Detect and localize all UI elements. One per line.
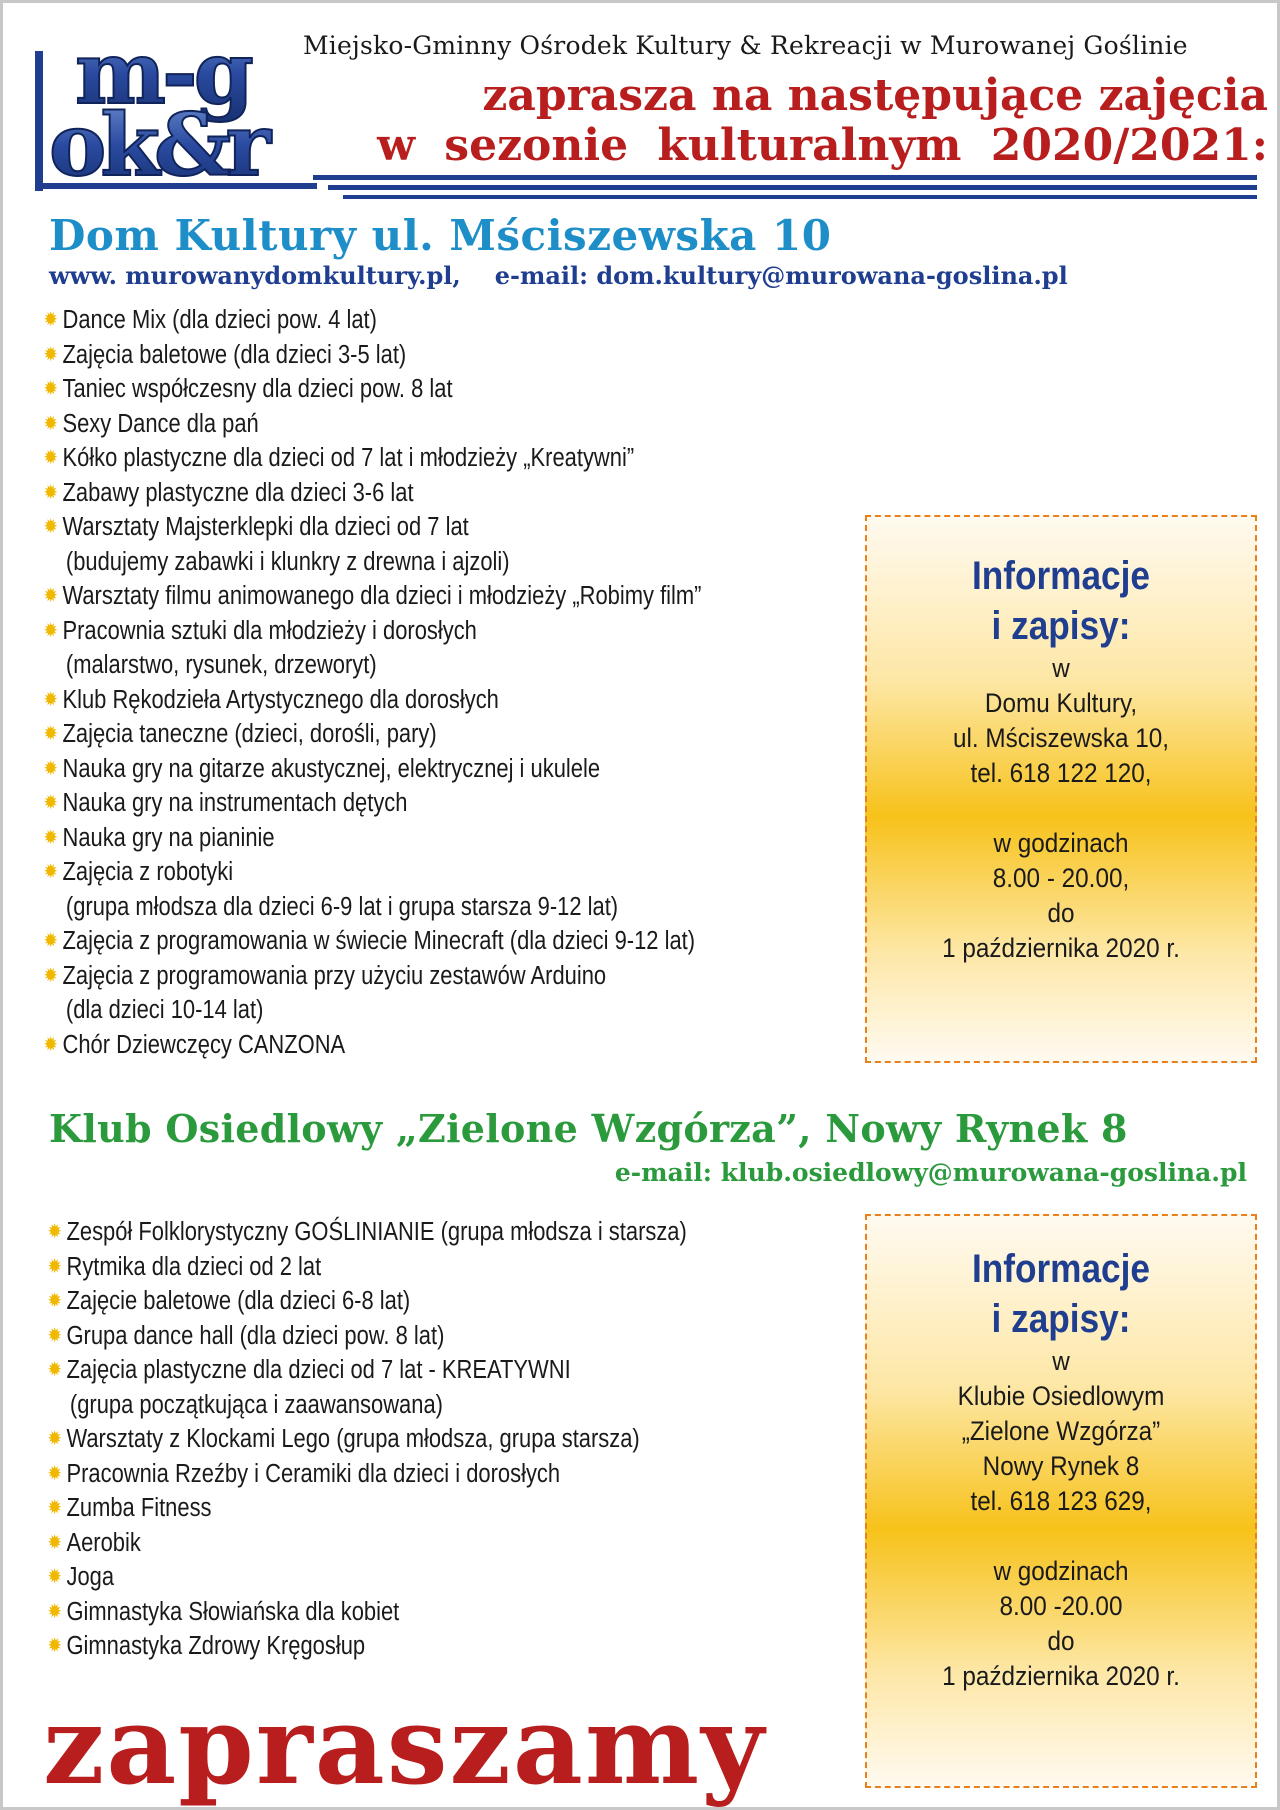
activity-label: Sexy Dance dla pań — [62, 409, 259, 438]
email-link[interactable]: e-mail: dom.kultury@murowana-goslina.pl — [494, 261, 1068, 290]
activity-text — [66, 1250, 321, 1285]
activity-item — [47, 1526, 687, 1561]
star-icon: ✹ — [43, 826, 58, 849]
activity-item — [43, 786, 701, 821]
activity-text — [62, 338, 406, 373]
organization-name: Miejsko-Gminny Ośrodek Kultury & Rekreacji w Murowanej Goślinie — [303, 31, 1188, 60]
activity-text — [62, 510, 509, 579]
activity-item — [47, 1457, 687, 1492]
activity-item — [43, 441, 701, 476]
info-box-title-line-1: Informacje — [971, 554, 1151, 598]
activity-text — [62, 407, 258, 442]
activity-label: Aerobik — [66, 1528, 141, 1557]
section-2-email-link[interactable]: e-mail: klub.osiedlowy@murowana-goslina.pl — [614, 1158, 1247, 1187]
activity-label: Warsztaty filmu animowanego dla dzieci i młodzieży „Robimy film” — [62, 582, 702, 610]
activity-text — [62, 614, 476, 683]
logo-top-text: m-g — [75, 23, 250, 124]
star-icon: ✹ — [43, 516, 58, 538]
info-line: Klubie Osiedlowym — [957, 1381, 1165, 1411]
activity-label: Zajęcia z programowania w świecie Minecraft (dla dzieci 9-12 lat) — [62, 927, 696, 955]
header-stripe-1 — [313, 175, 1257, 180]
activity-label: Nauka gry na instrumentach dętych — [62, 789, 408, 817]
activity-text — [66, 1595, 399, 1630]
star-icon: ✹ — [43, 723, 58, 745]
activity-label: Nauka gry na gitarze akustycznej, elektrycznej i ukulele — [62, 754, 601, 783]
activity-label: Klub Rękodzieła Artystycznego dla dorosłych — [62, 685, 499, 714]
star-icon: ✹ — [43, 378, 58, 400]
activity-item — [47, 1629, 687, 1664]
info-line: „Zielone Wzgórza” — [961, 1416, 1161, 1446]
activity-label: Zajęcia taneczne (dzieci, dorośli, pary) — [62, 720, 437, 748]
info-line: Domu Kultury, — [984, 688, 1138, 718]
info-line: tel. 618 122 120, — [970, 758, 1152, 788]
activity-details: (grupa początkująca i zaawansowana) — [69, 1390, 443, 1419]
activity-text — [66, 1353, 570, 1422]
activity-label: Pracownia Rzeźby i Ceramiki dla dzieci i dorosłych — [66, 1459, 561, 1488]
activity-text — [62, 959, 606, 1028]
activity-text — [66, 1457, 560, 1492]
star-icon: ✹ — [43, 309, 58, 331]
header-title-line-1: zaprasza na następujące zajęcia — [482, 70, 1268, 121]
activity-item — [47, 1422, 687, 1457]
header-stripe-2 — [328, 185, 1257, 190]
activity-item — [43, 372, 701, 407]
activity-text — [66, 1215, 686, 1250]
section-2-info-box — [865, 1214, 1257, 1788]
star-icon: ✹ — [47, 1290, 62, 1312]
activity-label: Kółko plastyczne dla dzieci od 7 lat i młodzieży „Kreatywni” — [62, 444, 635, 472]
closing-invitation: zapraszamy — [43, 1683, 766, 1809]
activity-label: Gimnastyka Zdrowy Kręgosłup — [66, 1632, 366, 1660]
info-line: do — [1047, 1626, 1075, 1656]
activity-item — [43, 855, 701, 924]
activity-label: Warsztaty z Klockami Lego (grupa młodsza, grupa starsza) — [66, 1425, 640, 1453]
activity-item — [43, 510, 701, 579]
activity-item — [43, 959, 701, 1028]
star-icon: ✹ — [47, 1635, 62, 1657]
activity-label: Taniec współczesny dla dzieci pow. 8 lat — [62, 375, 453, 403]
section-1-title: Dom Kultury ul. Mściszewska 10 — [49, 211, 832, 260]
info-box-title-line-2: i zapisy: — [991, 1297, 1131, 1341]
activity-item — [43, 752, 701, 787]
activity-text — [62, 717, 436, 752]
star-icon: ✹ — [47, 1462, 62, 1485]
activity-item — [47, 1284, 687, 1319]
info-box-body — [886, 1344, 1235, 1694]
activity-item — [47, 1250, 687, 1285]
activity-details: (grupa młodsza dla dzieci 6-9 lat i grupa starsza 9-12 lat) — [65, 892, 619, 921]
activity-item — [43, 1028, 701, 1063]
activity-text — [62, 683, 498, 718]
activity-text — [62, 441, 634, 476]
star-icon: ✹ — [47, 1600, 62, 1623]
section-2-activity-list — [47, 1215, 687, 1664]
activity-details: (budujemy zabawki i klunkry z drewna i ajzoli) — [65, 547, 510, 576]
info-line: tel. 618 123 629, — [970, 1486, 1152, 1516]
star-icon: ✹ — [43, 447, 58, 469]
activity-label: Chór Dziewczęcy CANZONA — [62, 1030, 346, 1059]
star-icon: ✹ — [43, 792, 58, 814]
activity-label: Rytmika dla dzieci od 2 lat — [66, 1252, 322, 1281]
header-stripe-3 — [343, 195, 1257, 199]
activity-item — [43, 338, 701, 373]
activity-item — [47, 1560, 687, 1595]
activity-label: Warsztaty Majsterklepki dla dzieci od 7 lat — [62, 513, 469, 541]
activity-text — [66, 1560, 114, 1595]
star-icon: ✹ — [43, 861, 58, 883]
info-line — [886, 791, 1235, 826]
activity-item — [47, 1353, 687, 1422]
activity-text — [66, 1526, 140, 1561]
star-icon: ✹ — [43, 688, 58, 711]
activity-item — [43, 683, 701, 718]
star-icon: ✹ — [47, 1255, 62, 1278]
activity-label: Joga — [66, 1563, 115, 1591]
activity-item — [47, 1491, 687, 1526]
star-icon: ✹ — [47, 1497, 62, 1519]
activity-text — [62, 476, 413, 511]
info-line: 1 października 2020 r. — [942, 1661, 1180, 1691]
activity-details: (dla dzieci 10-14 lat) — [65, 996, 264, 1024]
activity-label: Zabawy plastyczne dla dzieci 3-6 lat — [62, 478, 414, 507]
star-icon: ✹ — [47, 1428, 62, 1450]
info-box-title-line-1: Informacje — [971, 1247, 1151, 1291]
star-icon: ✹ — [47, 1359, 62, 1381]
website-link[interactable]: www. murowanydomkultury.pl, — [49, 261, 461, 290]
star-icon: ✹ — [43, 930, 58, 952]
activity-item — [43, 407, 701, 442]
star-icon: ✹ — [47, 1531, 62, 1554]
info-line: w godzinach — [993, 1556, 1129, 1586]
activity-text — [66, 1629, 365, 1664]
info-line: do — [1047, 898, 1075, 928]
star-icon: ✹ — [43, 757, 58, 780]
section-1-info-box — [865, 515, 1257, 1063]
activity-label: Grupa dance hall (dla dzieci pow. 8 lat) — [66, 1321, 445, 1350]
star-icon: ✹ — [43, 619, 58, 642]
info-line: w — [1052, 1346, 1070, 1376]
activity-text — [66, 1319, 444, 1354]
header-title-line-2: w sezonie kulturalnym 2020/2021: — [377, 120, 1268, 171]
info-line: w godzinach — [993, 828, 1129, 858]
info-line: Nowy Rynek 8 — [982, 1451, 1140, 1481]
info-line: 8.00 - 20.00, — [992, 863, 1130, 893]
star-icon: ✹ — [43, 343, 58, 366]
activity-item — [43, 717, 701, 752]
activity-text — [66, 1491, 211, 1526]
activity-label: Zajęcia z robotyki — [62, 858, 234, 886]
activity-text — [62, 752, 600, 787]
star-icon: ✹ — [43, 481, 58, 504]
activity-details: (malarstwo, rysunek, drzeworyt) — [65, 651, 377, 679]
activity-label: Zajęcie baletowe (dla dzieci 6-8 lat) — [66, 1287, 411, 1315]
logo-bottom-text: ok&r — [49, 95, 265, 193]
info-line: 8.00 -20.00 — [999, 1591, 1123, 1621]
info-line — [886, 1519, 1235, 1554]
activity-text — [62, 786, 407, 821]
activity-text — [62, 924, 695, 959]
activity-label: Pracownia sztuki dla młodzieży i dorosłych — [62, 616, 477, 645]
activity-item — [43, 303, 701, 338]
activity-item — [47, 1215, 687, 1250]
activity-text — [62, 579, 701, 614]
star-icon: ✹ — [43, 964, 58, 987]
activity-label: Zajęcia plastyczne dla dzieci od 7 lat - KREATYWNI — [66, 1356, 571, 1384]
activity-item — [47, 1319, 687, 1354]
star-icon: ✹ — [47, 1221, 62, 1243]
star-icon: ✹ — [47, 1324, 62, 1347]
section-1-activity-list — [43, 303, 702, 1062]
activity-text — [62, 855, 618, 924]
activity-text — [62, 372, 452, 407]
header-title — [333, 71, 1268, 171]
activity-item — [43, 821, 701, 856]
star-icon: ✹ — [43, 585, 58, 607]
activity-text — [66, 1284, 410, 1319]
activity-text — [66, 1422, 639, 1457]
activity-label: Gimnastyka Słowiańska dla kobiet — [66, 1597, 400, 1626]
activity-label: Nauka gry na pianinie — [62, 823, 275, 852]
activity-item — [43, 924, 701, 959]
activity-label: Zajęcia z programowania przy użyciu zestawów Arduino — [62, 961, 607, 990]
star-icon: ✹ — [47, 1566, 62, 1588]
activity-item — [43, 579, 702, 614]
activity-item — [43, 614, 701, 683]
info-line: w — [1052, 653, 1070, 683]
activity-text — [62, 1028, 345, 1063]
mgokr-logo — [35, 23, 317, 193]
activity-text — [62, 821, 274, 856]
activity-item — [47, 1595, 687, 1630]
activity-label: Zespół Folklorystyczny GOŚLINIANIE (grupa młodsza i starsza) — [66, 1218, 687, 1246]
activity-label: Dance Mix (dla dzieci pow. 4 lat) — [62, 306, 377, 334]
section-1-contact — [49, 261, 1068, 290]
activity-item — [43, 476, 701, 511]
info-box-body — [886, 651, 1235, 966]
activity-text — [62, 303, 376, 338]
star-icon: ✹ — [43, 412, 58, 435]
section-2-title: Klub Osiedlowy „Zielone Wzgórza”, Nowy Rynek 8 — [49, 1106, 1128, 1151]
info-line: ul. Mściszewska 10, — [952, 723, 1170, 753]
star-icon: ✹ — [43, 1033, 58, 1056]
info-box-title-line-2: i zapisy: — [991, 604, 1131, 648]
activity-label: Zajęcia baletowe (dla dzieci 3-5 lat) — [62, 340, 407, 369]
activity-label: Zumba Fitness — [66, 1494, 212, 1522]
info-line: 1 października 2020 r. — [942, 933, 1180, 963]
